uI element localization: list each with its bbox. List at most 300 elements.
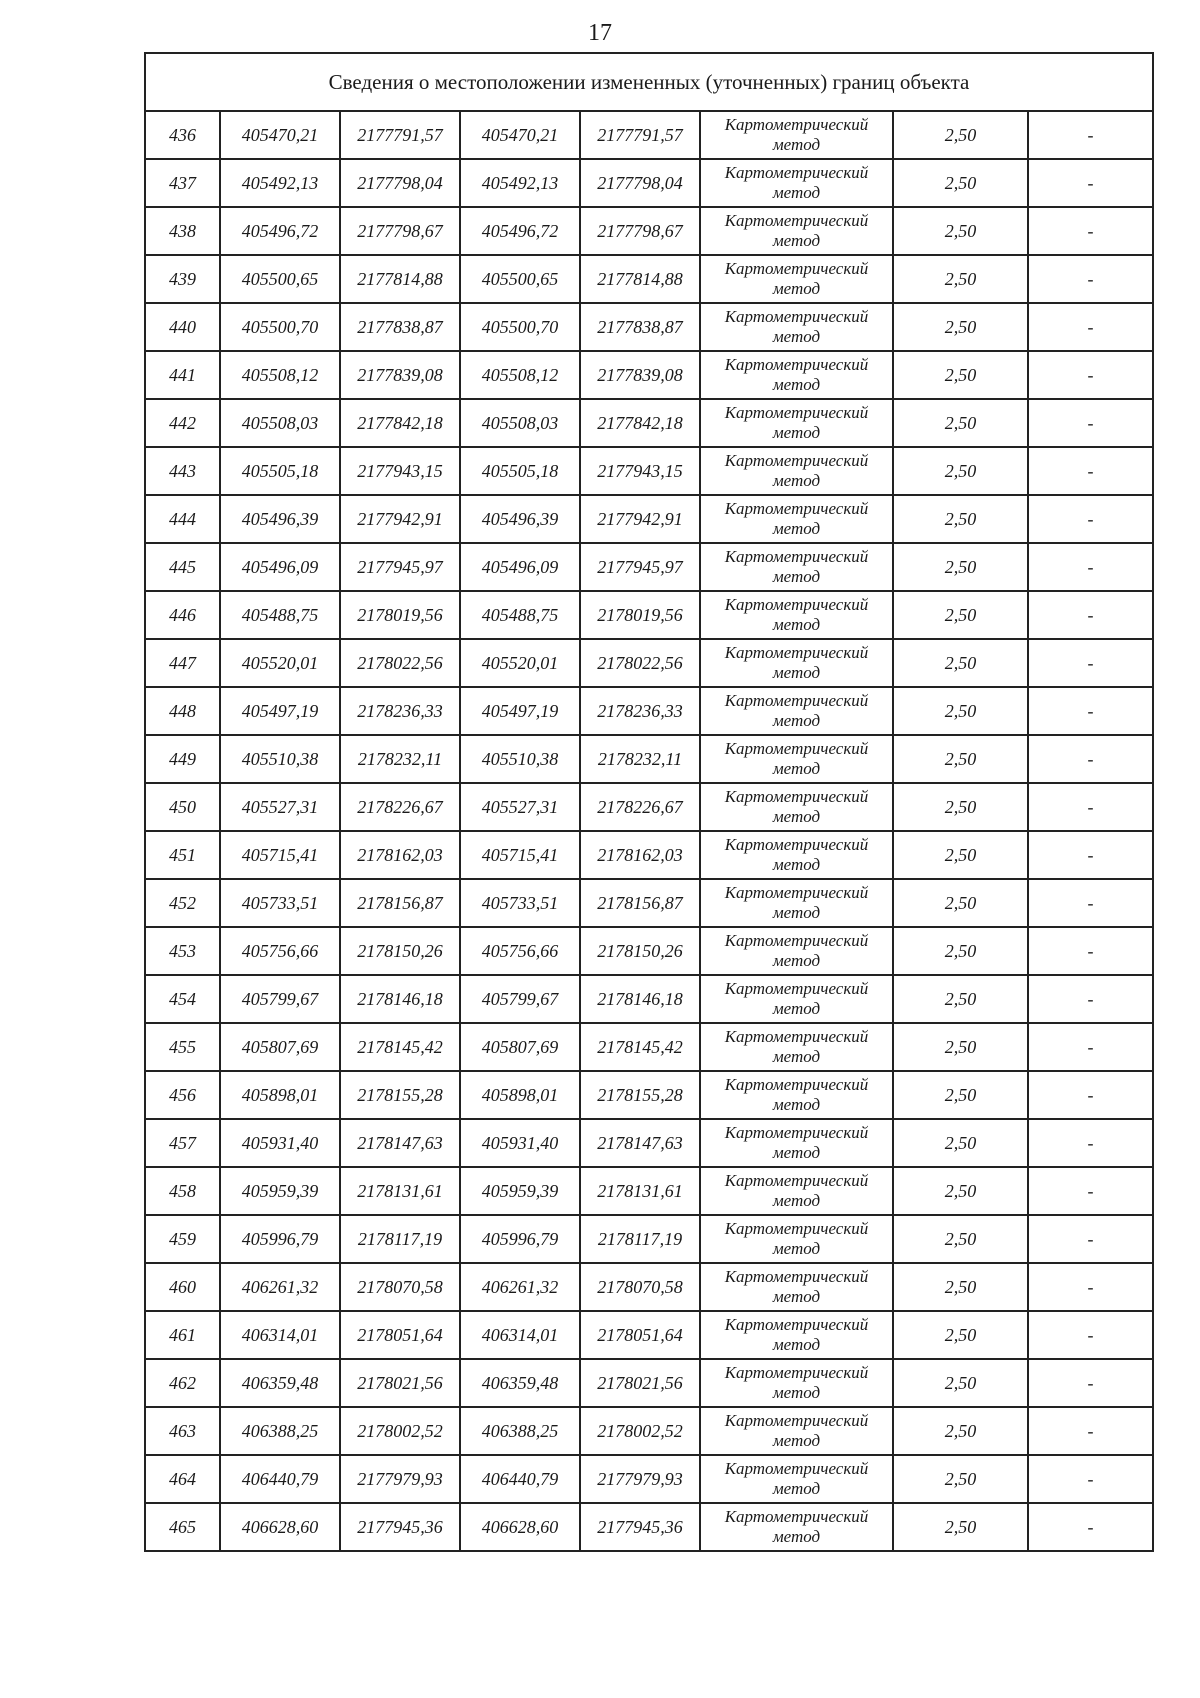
cell-accuracy: 2,50 xyxy=(893,495,1028,543)
cell-y-old: 2178147,63 xyxy=(340,1119,460,1167)
cell-x-new: 405996,79 xyxy=(460,1215,580,1263)
cell-accuracy: 2,50 xyxy=(893,735,1028,783)
method-line-1: Картометрический xyxy=(724,1507,869,1526)
method-line-2: метод xyxy=(772,135,821,154)
cell-y-new: 2177945,97 xyxy=(580,543,700,591)
cell-method xyxy=(700,591,893,639)
cell-x-new: 405492,13 xyxy=(460,159,580,207)
method-line-1: Картометрический xyxy=(724,643,869,662)
cell-x-old: 405799,67 xyxy=(220,975,340,1023)
cell-accuracy: 2,50 xyxy=(893,783,1028,831)
cell-method xyxy=(700,447,893,495)
table-row xyxy=(145,1263,1153,1311)
cell-point-number: 443 xyxy=(145,447,220,495)
cell-method xyxy=(700,495,893,543)
method-line-2: метод xyxy=(772,855,821,874)
cell-point-number: 436 xyxy=(145,111,220,159)
method-line-1: Картометрический xyxy=(724,739,869,758)
table-row xyxy=(145,1455,1153,1503)
cell-accuracy: 2,50 xyxy=(893,303,1028,351)
cell-note: - xyxy=(1028,1023,1153,1071)
method-line-2: метод xyxy=(772,423,821,442)
table-row xyxy=(145,447,1153,495)
cell-y-old: 2178022,56 xyxy=(340,639,460,687)
table-row xyxy=(145,111,1153,159)
cell-y-new: 2178021,56 xyxy=(580,1359,700,1407)
cell-x-old: 405470,21 xyxy=(220,111,340,159)
cell-y-old: 2177798,04 xyxy=(340,159,460,207)
cell-note: - xyxy=(1028,831,1153,879)
cell-note: - xyxy=(1028,1503,1153,1551)
cell-y-new: 2177814,88 xyxy=(580,255,700,303)
cell-accuracy: 2,50 xyxy=(893,111,1028,159)
cell-method xyxy=(700,111,893,159)
cell-y-new: 2177839,08 xyxy=(580,351,700,399)
cell-y-new: 2178051,64 xyxy=(580,1311,700,1359)
cell-x-old: 406388,25 xyxy=(220,1407,340,1455)
cell-note: - xyxy=(1028,447,1153,495)
cell-method xyxy=(700,207,893,255)
cell-y-new: 2177945,36 xyxy=(580,1503,700,1551)
cell-point-number: 451 xyxy=(145,831,220,879)
table-row xyxy=(145,1023,1153,1071)
method-line-1: Картометрический xyxy=(724,691,869,710)
cell-x-old: 405756,66 xyxy=(220,927,340,975)
cell-y-old: 2177814,88 xyxy=(340,255,460,303)
cell-accuracy: 2,50 xyxy=(893,1359,1028,1407)
method-line-2: метод xyxy=(772,279,821,298)
method-line-1: Картометрический xyxy=(724,163,869,182)
cell-y-old: 2178131,61 xyxy=(340,1167,460,1215)
cell-y-new: 2178150,26 xyxy=(580,927,700,975)
method-line-2: метод xyxy=(772,1191,821,1210)
cell-y-old: 2178226,67 xyxy=(340,783,460,831)
cell-note: - xyxy=(1028,1167,1153,1215)
cell-x-new: 405470,21 xyxy=(460,111,580,159)
table-row xyxy=(145,399,1153,447)
method-line-1: Картометрический xyxy=(724,1411,869,1430)
table-row xyxy=(145,1167,1153,1215)
method-line-2: метод xyxy=(772,1047,821,1066)
cell-x-new: 406440,79 xyxy=(460,1455,580,1503)
table-row xyxy=(145,1407,1153,1455)
method-line-2: метод xyxy=(772,951,821,970)
cell-x-old: 405931,40 xyxy=(220,1119,340,1167)
cell-method xyxy=(700,1263,893,1311)
cell-point-number: 438 xyxy=(145,207,220,255)
table-row xyxy=(145,831,1153,879)
cell-method xyxy=(700,1023,893,1071)
cell-x-old: 405898,01 xyxy=(220,1071,340,1119)
cell-point-number: 464 xyxy=(145,1455,220,1503)
cell-point-number: 448 xyxy=(145,687,220,735)
method-line-1: Картометрический xyxy=(724,1123,869,1142)
method-line-1: Картометрический xyxy=(724,547,869,566)
cell-accuracy: 2,50 xyxy=(893,255,1028,303)
method-line-2: метод xyxy=(772,1431,821,1450)
method-line-2: метод xyxy=(772,663,821,682)
cell-x-new: 405500,65 xyxy=(460,255,580,303)
method-line-2: метод xyxy=(772,1239,821,1258)
cell-y-new: 2177798,67 xyxy=(580,207,700,255)
cell-point-number: 460 xyxy=(145,1263,220,1311)
cell-accuracy: 2,50 xyxy=(893,1503,1028,1551)
table-title-row xyxy=(145,53,1153,111)
cell-x-new: 405715,41 xyxy=(460,831,580,879)
cell-x-old: 406628,60 xyxy=(220,1503,340,1551)
table-row xyxy=(145,687,1153,735)
cell-note: - xyxy=(1028,351,1153,399)
method-line-2: метод xyxy=(772,1287,821,1306)
cell-y-old: 2177979,93 xyxy=(340,1455,460,1503)
cell-x-old: 405496,09 xyxy=(220,543,340,591)
cell-y-new: 2177943,15 xyxy=(580,447,700,495)
cell-point-number: 458 xyxy=(145,1167,220,1215)
table-row xyxy=(145,975,1153,1023)
method-line-1: Картометрический xyxy=(724,931,869,950)
cell-y-new: 2177942,91 xyxy=(580,495,700,543)
cell-y-old: 2178021,56 xyxy=(340,1359,460,1407)
cell-x-old: 405488,75 xyxy=(220,591,340,639)
method-line-2: метод xyxy=(772,1143,821,1162)
method-line-2: метод xyxy=(772,903,821,922)
cell-x-new: 406261,32 xyxy=(460,1263,580,1311)
cell-point-number: 454 xyxy=(145,975,220,1023)
cell-y-new: 2177791,57 xyxy=(580,111,700,159)
cell-y-old: 2178156,87 xyxy=(340,879,460,927)
cell-method xyxy=(700,159,893,207)
cell-y-old: 2178146,18 xyxy=(340,975,460,1023)
cell-y-old: 2177838,87 xyxy=(340,303,460,351)
cell-method xyxy=(700,687,893,735)
cell-accuracy: 2,50 xyxy=(893,1119,1028,1167)
cell-method xyxy=(700,543,893,591)
cell-x-new: 405898,01 xyxy=(460,1071,580,1119)
method-line-2: метод xyxy=(772,759,821,778)
boundary-coordinates-table xyxy=(144,52,1154,1552)
cell-y-new: 2178155,28 xyxy=(580,1071,700,1119)
method-line-2: метод xyxy=(772,471,821,490)
cell-note: - xyxy=(1028,543,1153,591)
cell-y-new: 2178019,56 xyxy=(580,591,700,639)
method-line-2: метод xyxy=(772,807,821,826)
cell-point-number: 452 xyxy=(145,879,220,927)
cell-y-new: 2178117,19 xyxy=(580,1215,700,1263)
cell-note: - xyxy=(1028,1119,1153,1167)
cell-point-number: 459 xyxy=(145,1215,220,1263)
table-row xyxy=(145,495,1153,543)
cell-x-new: 405931,40 xyxy=(460,1119,580,1167)
table-row xyxy=(145,1311,1153,1359)
cell-y-new: 2177979,93 xyxy=(580,1455,700,1503)
cell-y-new: 2178236,33 xyxy=(580,687,700,735)
cell-x-old: 405520,01 xyxy=(220,639,340,687)
cell-method xyxy=(700,255,893,303)
cell-point-number: 461 xyxy=(145,1311,220,1359)
cell-note: - xyxy=(1028,1311,1153,1359)
table-row xyxy=(145,1119,1153,1167)
table-row xyxy=(145,783,1153,831)
table-row xyxy=(145,1503,1153,1551)
method-line-1: Картометрический xyxy=(724,307,869,326)
method-line-2: метод xyxy=(772,1383,821,1402)
cell-y-old: 2177942,91 xyxy=(340,495,460,543)
cell-point-number: 439 xyxy=(145,255,220,303)
table-row xyxy=(145,927,1153,975)
cell-point-number: 441 xyxy=(145,351,220,399)
cell-x-old: 405496,72 xyxy=(220,207,340,255)
cell-method xyxy=(700,927,893,975)
method-line-2: метод xyxy=(772,183,821,202)
table-row xyxy=(145,879,1153,927)
table-row xyxy=(145,1215,1153,1263)
cell-x-new: 405500,70 xyxy=(460,303,580,351)
method-line-1: Картометрический xyxy=(724,595,869,614)
cell-y-new: 2178156,87 xyxy=(580,879,700,927)
cell-method xyxy=(700,1071,893,1119)
cell-x-old: 405733,51 xyxy=(220,879,340,927)
cell-x-new: 405508,12 xyxy=(460,351,580,399)
cell-y-new: 2177798,04 xyxy=(580,159,700,207)
method-line-1: Картометрический xyxy=(724,979,869,998)
cell-point-number: 465 xyxy=(145,1503,220,1551)
cell-y-old: 2177945,97 xyxy=(340,543,460,591)
table-row xyxy=(145,255,1153,303)
cell-method xyxy=(700,399,893,447)
method-line-2: метод xyxy=(772,567,821,586)
cell-note: - xyxy=(1028,927,1153,975)
cell-accuracy: 2,50 xyxy=(893,399,1028,447)
cell-accuracy: 2,50 xyxy=(893,1263,1028,1311)
method-line-1: Картометрический xyxy=(724,211,869,230)
cell-method xyxy=(700,1503,893,1551)
cell-y-old: 2177943,15 xyxy=(340,447,460,495)
cell-x-old: 405492,13 xyxy=(220,159,340,207)
cell-point-number: 463 xyxy=(145,1407,220,1455)
cell-x-old: 405996,79 xyxy=(220,1215,340,1263)
cell-note: - xyxy=(1028,255,1153,303)
cell-x-new: 405496,09 xyxy=(460,543,580,591)
cell-y-old: 2177839,08 xyxy=(340,351,460,399)
cell-point-number: 440 xyxy=(145,303,220,351)
cell-x-new: 405527,31 xyxy=(460,783,580,831)
table-body xyxy=(145,111,1153,1551)
cell-y-old: 2178002,52 xyxy=(340,1407,460,1455)
cell-x-old: 405500,65 xyxy=(220,255,340,303)
cell-method xyxy=(700,1215,893,1263)
cell-accuracy: 2,50 xyxy=(893,1455,1028,1503)
cell-y-old: 2178117,19 xyxy=(340,1215,460,1263)
table-title: Сведения о местоположении измененных (уточненных) границ объекта xyxy=(145,53,1153,111)
cell-x-old: 405510,38 xyxy=(220,735,340,783)
cell-y-old: 2178155,28 xyxy=(340,1071,460,1119)
cell-y-new: 2178145,42 xyxy=(580,1023,700,1071)
cell-method xyxy=(700,831,893,879)
cell-y-new: 2177842,18 xyxy=(580,399,700,447)
cell-accuracy: 2,50 xyxy=(893,543,1028,591)
table-row xyxy=(145,351,1153,399)
cell-x-new: 406628,60 xyxy=(460,1503,580,1551)
method-line-2: метод xyxy=(772,1527,821,1546)
table-row xyxy=(145,1071,1153,1119)
method-line-1: Картометрический xyxy=(724,115,869,134)
cell-point-number: 449 xyxy=(145,735,220,783)
cell-method xyxy=(700,1359,893,1407)
cell-x-new: 405799,67 xyxy=(460,975,580,1023)
cell-method xyxy=(700,1167,893,1215)
cell-y-new: 2178232,11 xyxy=(580,735,700,783)
table-row xyxy=(145,639,1153,687)
cell-point-number: 453 xyxy=(145,927,220,975)
cell-y-old: 2178150,26 xyxy=(340,927,460,975)
method-line-1: Картометрический xyxy=(724,1363,869,1382)
cell-y-old: 2177842,18 xyxy=(340,399,460,447)
method-line-2: метод xyxy=(772,327,821,346)
cell-note: - xyxy=(1028,303,1153,351)
cell-method xyxy=(700,735,893,783)
cell-x-new: 405807,69 xyxy=(460,1023,580,1071)
cell-method xyxy=(700,639,893,687)
cell-note: - xyxy=(1028,735,1153,783)
method-line-2: метод xyxy=(772,1095,821,1114)
cell-accuracy: 2,50 xyxy=(893,1167,1028,1215)
method-line-1: Картометрический xyxy=(724,1315,869,1334)
cell-y-old: 2178019,56 xyxy=(340,591,460,639)
table-row xyxy=(145,1359,1153,1407)
cell-x-new: 405756,66 xyxy=(460,927,580,975)
method-line-2: метод xyxy=(772,1479,821,1498)
method-line-1: Картометрический xyxy=(724,499,869,518)
cell-note: - xyxy=(1028,687,1153,735)
cell-x-old: 405715,41 xyxy=(220,831,340,879)
cell-method xyxy=(700,1311,893,1359)
cell-x-new: 405508,03 xyxy=(460,399,580,447)
cell-y-old: 2178070,58 xyxy=(340,1263,460,1311)
cell-note: - xyxy=(1028,1215,1153,1263)
cell-point-number: 446 xyxy=(145,591,220,639)
table-row xyxy=(145,207,1153,255)
method-line-2: метод xyxy=(772,999,821,1018)
method-line-1: Картометрический xyxy=(724,403,869,422)
cell-point-number: 455 xyxy=(145,1023,220,1071)
cell-accuracy: 2,50 xyxy=(893,1023,1028,1071)
cell-y-old: 2178232,11 xyxy=(340,735,460,783)
method-line-2: метод xyxy=(772,519,821,538)
cell-x-old: 406359,48 xyxy=(220,1359,340,1407)
method-line-1: Картометрический xyxy=(724,259,869,278)
cell-x-new: 406359,48 xyxy=(460,1359,580,1407)
method-line-2: метод xyxy=(772,375,821,394)
cell-note: - xyxy=(1028,1455,1153,1503)
table-row xyxy=(145,591,1153,639)
cell-note: - xyxy=(1028,591,1153,639)
cell-point-number: 447 xyxy=(145,639,220,687)
cell-x-new: 405488,75 xyxy=(460,591,580,639)
cell-note: - xyxy=(1028,495,1153,543)
cell-note: - xyxy=(1028,111,1153,159)
cell-accuracy: 2,50 xyxy=(893,1311,1028,1359)
cell-note: - xyxy=(1028,783,1153,831)
cell-y-old: 2178051,64 xyxy=(340,1311,460,1359)
cell-x-old: 406314,01 xyxy=(220,1311,340,1359)
cell-x-new: 406314,01 xyxy=(460,1311,580,1359)
cell-x-new: 405520,01 xyxy=(460,639,580,687)
cell-note: - xyxy=(1028,879,1153,927)
cell-method xyxy=(700,1407,893,1455)
cell-accuracy: 2,50 xyxy=(893,1407,1028,1455)
table-row xyxy=(145,303,1153,351)
cell-accuracy: 2,50 xyxy=(893,1215,1028,1263)
cell-note: - xyxy=(1028,159,1153,207)
method-line-2: метод xyxy=(772,231,821,250)
cell-x-old: 405508,12 xyxy=(220,351,340,399)
cell-note: - xyxy=(1028,975,1153,1023)
method-line-1: Картометрический xyxy=(724,1267,869,1286)
cell-method xyxy=(700,783,893,831)
method-line-2: метод xyxy=(772,1335,821,1354)
cell-y-old: 2177945,36 xyxy=(340,1503,460,1551)
cell-y-old: 2177791,57 xyxy=(340,111,460,159)
cell-method xyxy=(700,1455,893,1503)
cell-note: - xyxy=(1028,207,1153,255)
cell-accuracy: 2,50 xyxy=(893,159,1028,207)
table-row xyxy=(145,543,1153,591)
method-line-2: метод xyxy=(772,711,821,730)
cell-x-old: 405508,03 xyxy=(220,399,340,447)
cell-note: - xyxy=(1028,1263,1153,1311)
cell-y-old: 2177798,67 xyxy=(340,207,460,255)
cell-y-old: 2178162,03 xyxy=(340,831,460,879)
cell-y-new: 2178070,58 xyxy=(580,1263,700,1311)
method-line-1: Картометрический xyxy=(724,1459,869,1478)
cell-point-number: 456 xyxy=(145,1071,220,1119)
method-line-1: Картометрический xyxy=(724,1075,869,1094)
cell-y-new: 2177838,87 xyxy=(580,303,700,351)
cell-note: - xyxy=(1028,1071,1153,1119)
cell-method xyxy=(700,879,893,927)
table-row xyxy=(145,159,1153,207)
cell-y-old: 2178145,42 xyxy=(340,1023,460,1071)
cell-accuracy: 2,50 xyxy=(893,831,1028,879)
cell-y-new: 2178146,18 xyxy=(580,975,700,1023)
cell-x-old: 405496,39 xyxy=(220,495,340,543)
cell-x-new: 405497,19 xyxy=(460,687,580,735)
cell-point-number: 442 xyxy=(145,399,220,447)
cell-x-old: 406261,32 xyxy=(220,1263,340,1311)
table-row xyxy=(145,735,1153,783)
cell-method xyxy=(700,351,893,399)
cell-accuracy: 2,50 xyxy=(893,447,1028,495)
cell-x-old: 405505,18 xyxy=(220,447,340,495)
cell-accuracy: 2,50 xyxy=(893,927,1028,975)
cell-x-new: 405496,39 xyxy=(460,495,580,543)
method-line-1: Картометрический xyxy=(724,451,869,470)
method-line-1: Картометрический xyxy=(724,1219,869,1238)
cell-x-new: 405510,38 xyxy=(460,735,580,783)
method-line-1: Картометрический xyxy=(724,835,869,854)
cell-y-new: 2178162,03 xyxy=(580,831,700,879)
cell-x-old: 405807,69 xyxy=(220,1023,340,1071)
cell-x-old: 405959,39 xyxy=(220,1167,340,1215)
cell-x-old: 406440,79 xyxy=(220,1455,340,1503)
cell-point-number: 437 xyxy=(145,159,220,207)
cell-x-new: 405733,51 xyxy=(460,879,580,927)
cell-x-new: 406388,25 xyxy=(460,1407,580,1455)
method-line-1: Картометрический xyxy=(724,355,869,374)
method-line-1: Картометрический xyxy=(724,1027,869,1046)
cell-x-new: 405496,72 xyxy=(460,207,580,255)
cell-point-number: 457 xyxy=(145,1119,220,1167)
